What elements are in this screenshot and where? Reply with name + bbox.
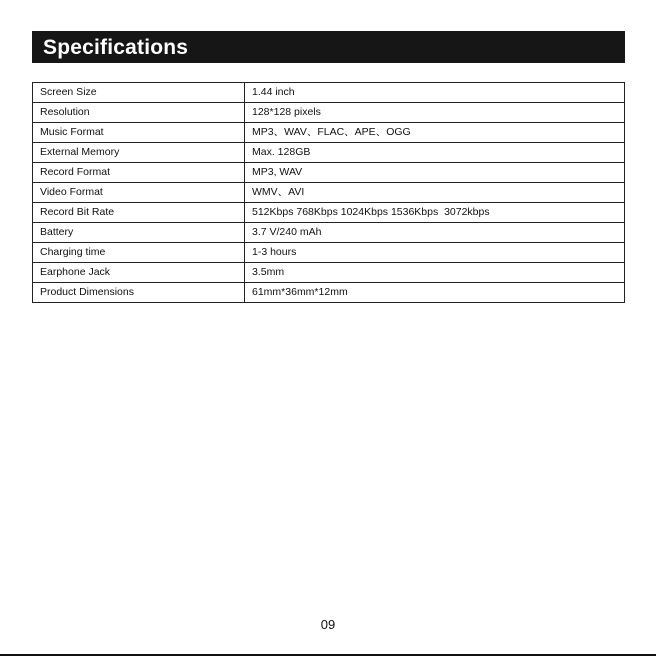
section-title-banner xyxy=(32,31,625,63)
table-row-product-dimensions xyxy=(33,283,625,303)
spec-value: MP3、WAV、FLAC、APE、OGG xyxy=(245,123,625,143)
spec-value: MP3, WAV xyxy=(245,163,625,183)
spec-label: Charging time xyxy=(33,243,245,263)
spec-value: 128*128 pixels xyxy=(245,103,625,123)
spec-value: WMV、AVI xyxy=(245,183,625,203)
spec-value: 3.5mm xyxy=(245,263,625,283)
table-row-charging-time xyxy=(33,243,625,263)
spec-label: External Memory xyxy=(33,143,245,163)
spec-value: Max. 128GB xyxy=(245,143,625,163)
page-number: 09 xyxy=(320,617,336,632)
table-row-resolution xyxy=(33,103,625,123)
spec-value: 61mm*36mm*12mm xyxy=(245,283,625,303)
spec-label: Music Format xyxy=(33,123,245,143)
table-row-music-format xyxy=(33,123,625,143)
table-row-screen-size xyxy=(33,83,625,103)
spec-label: Product Dimensions xyxy=(33,283,245,303)
spec-value: 1.44 inch xyxy=(245,83,625,103)
spec-label: Resolution xyxy=(33,103,245,123)
spec-value: 1-3 hours xyxy=(245,243,625,263)
spec-label: Video Format xyxy=(33,183,245,203)
table-row-external-memory xyxy=(33,143,625,163)
table-row-record-bit-rate xyxy=(33,203,625,223)
table-row-earphone-jack xyxy=(33,263,625,283)
spec-label: Record Format xyxy=(33,163,245,183)
spec-label: Battery xyxy=(33,223,245,243)
specifications-table xyxy=(32,82,625,303)
spec-label: Screen Size xyxy=(33,83,245,103)
spec-value: 3.7 V/240 mAh xyxy=(245,223,625,243)
table-row-battery xyxy=(33,223,625,243)
table-row-record-format xyxy=(33,163,625,183)
table-row-video-format xyxy=(33,183,625,203)
section-title: Specifications xyxy=(43,35,189,59)
spec-label: Record Bit Rate xyxy=(33,203,245,223)
spec-label: Earphone Jack xyxy=(33,263,245,283)
spec-value: 512Kbps 768Kbps 1024Kbps 1536Kbps 3072kbps xyxy=(245,203,625,223)
